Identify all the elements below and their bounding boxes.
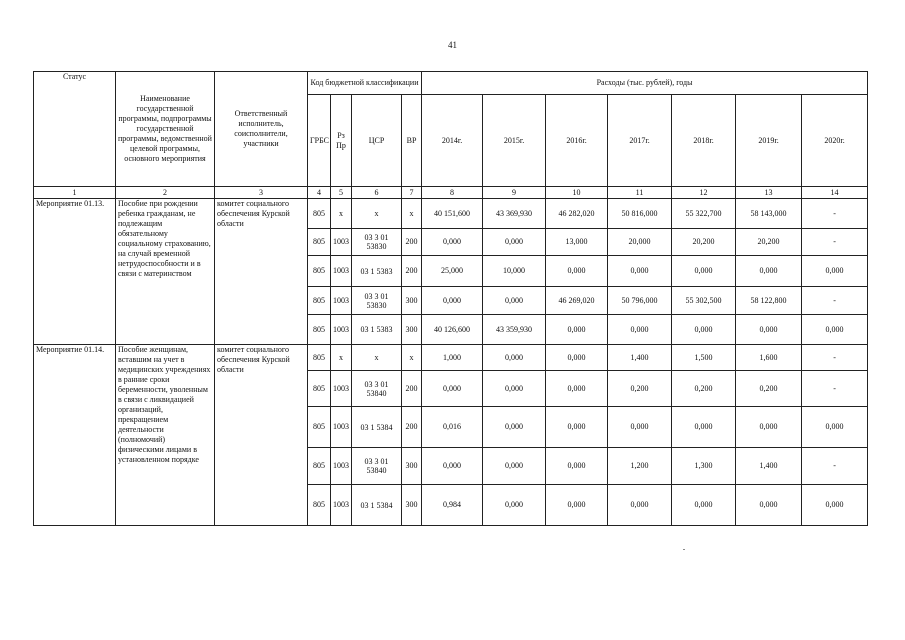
column-number: 4 — [308, 187, 331, 199]
cell-rzpr: x — [331, 345, 352, 371]
cell-csr: 03 3 01 53830 — [352, 287, 402, 315]
cell-value: 43 369,930 — [483, 199, 546, 229]
cell-value: 0,000 — [483, 345, 546, 371]
cell-vr: 300 — [402, 287, 422, 315]
cell-vr: 300 — [402, 448, 422, 485]
cell-csr: 03 3 01 53840 — [352, 371, 402, 407]
column-number: 8 — [422, 187, 483, 199]
cell-value: - — [802, 371, 868, 407]
column-number: 14 — [802, 187, 868, 199]
column-number-row — [34, 187, 868, 199]
cell-vr: 200 — [402, 371, 422, 407]
header-year: 2018г. — [672, 95, 736, 187]
cell-value: 0,000 — [608, 485, 672, 526]
cell-value: 0,000 — [608, 407, 672, 448]
page-number: 41 — [448, 40, 457, 50]
cell-value: 0,000 — [483, 287, 546, 315]
cell-vr: 200 — [402, 256, 422, 287]
cell-value: 0,000 — [546, 256, 608, 287]
cell-value: 13,000 — [546, 229, 608, 256]
header-status: Статус — [34, 72, 116, 187]
cell-value: 0,000 — [802, 407, 868, 448]
cell-value: 0,000 — [546, 371, 608, 407]
column-number: 12 — [672, 187, 736, 199]
cell-value: 25,000 — [422, 256, 483, 287]
cell-csr: 03 1 5384 — [352, 407, 402, 448]
cell-csr: 03 1 5384 — [352, 485, 402, 526]
cell-rzpr: 1003 — [331, 371, 352, 407]
cell-value: 0,200 — [736, 371, 802, 407]
budget-table — [33, 71, 868, 526]
header-year: 2017г. — [608, 95, 672, 187]
cell-value: 10,000 — [483, 256, 546, 287]
column-number: 6 — [352, 187, 402, 199]
header-year: 2015г. — [483, 95, 546, 187]
cell-value: 1,400 — [608, 345, 672, 371]
cell-rzpr: 1003 — [331, 448, 352, 485]
row-name: Пособие женщинам, вставшим на учет в медицинских учреждениях в ранние сроки беременности, уволенным в связи с ликвидацией организаций, прекращением деятельности (полномочий) физическими лицами в установленном порядке — [116, 345, 215, 526]
header-name: Наименование государственной программы, подпрограммы государственной программы, ведомственной целевой программы, основного мероприятия — [116, 72, 215, 187]
cell-value: 0,200 — [672, 371, 736, 407]
cell-value: 0,000 — [546, 345, 608, 371]
cell-grbs: 805 — [308, 448, 331, 485]
table-row — [34, 199, 868, 229]
cell-rzpr: 1003 — [331, 229, 352, 256]
header-csr: ЦСР — [352, 95, 402, 187]
column-number: 10 — [546, 187, 608, 199]
cell-value: 0,000 — [422, 371, 483, 407]
cell-grbs: 805 — [308, 371, 331, 407]
cell-value: 0,200 — [608, 371, 672, 407]
cell-grbs: 805 — [308, 345, 331, 371]
cell-vr: 200 — [402, 229, 422, 256]
cell-value: 0,000 — [546, 407, 608, 448]
column-number: 7 — [402, 187, 422, 199]
cell-value: 55 322,700 — [672, 199, 736, 229]
header-year: 2020г. — [802, 95, 868, 187]
column-number: 2 — [116, 187, 215, 199]
cell-grbs: 805 — [308, 256, 331, 287]
cell-value: 0,000 — [672, 485, 736, 526]
cell-value: 46 282,020 — [546, 199, 608, 229]
cell-value: 20,200 — [672, 229, 736, 256]
cell-value: 46 269,020 — [546, 287, 608, 315]
cell-value: 0,000 — [736, 315, 802, 345]
cell-value: 0,000 — [672, 407, 736, 448]
cell-value: 0,000 — [483, 229, 546, 256]
cell-value: 1,000 — [422, 345, 483, 371]
cell-value: 0,000 — [672, 315, 736, 345]
cell-value: 0,000 — [672, 256, 736, 287]
cell-grbs: 805 — [308, 407, 331, 448]
header-vr: ВР — [402, 95, 422, 187]
cell-value: 0,000 — [608, 315, 672, 345]
cell-value: - — [802, 448, 868, 485]
cell-csr: 03 3 01 53840 — [352, 448, 402, 485]
cell-grbs: 805 — [308, 229, 331, 256]
cell-value: 55 302,500 — [672, 287, 736, 315]
header-year: 2019г. — [736, 95, 802, 187]
cell-value: 0,000 — [736, 485, 802, 526]
cell-value: 0,000 — [483, 448, 546, 485]
cell-rzpr: 1003 — [331, 407, 352, 448]
cell-vr: 300 — [402, 315, 422, 345]
cell-value: 1,600 — [736, 345, 802, 371]
cell-value: 0,000 — [546, 485, 608, 526]
cell-grbs: 805 — [308, 315, 331, 345]
cell-value: - — [802, 229, 868, 256]
cell-csr: 03 3 01 53830 — [352, 229, 402, 256]
row-status: Мероприятие 01.13. — [34, 199, 116, 345]
cell-value: 0,000 — [802, 315, 868, 345]
cell-value: 20,200 — [736, 229, 802, 256]
cell-value: - — [802, 287, 868, 315]
cell-value: 58 122,800 — [736, 287, 802, 315]
cell-value: 40 126,600 — [422, 315, 483, 345]
cell-vr: 200 — [402, 407, 422, 448]
cell-csr: 03 1 5383 — [352, 256, 402, 287]
cell-rzpr: 1003 — [331, 287, 352, 315]
cell-value: 0,000 — [546, 448, 608, 485]
cell-rzpr: 1003 — [331, 315, 352, 345]
cell-value: - — [802, 199, 868, 229]
cell-value: 1,500 — [672, 345, 736, 371]
column-number: 11 — [608, 187, 672, 199]
cell-value: 50 816,000 — [608, 199, 672, 229]
cell-csr: x — [352, 199, 402, 229]
cell-rzpr: 1003 — [331, 256, 352, 287]
cell-rzpr: x — [331, 199, 352, 229]
cell-rzpr: 1003 — [331, 485, 352, 526]
cell-csr: 03 1 5383 — [352, 315, 402, 345]
cell-value: 0,000 — [483, 371, 546, 407]
column-number: 3 — [215, 187, 308, 199]
cell-value: 1,200 — [608, 448, 672, 485]
row-status: Мероприятие 01.14. — [34, 345, 116, 526]
cell-value: 0,000 — [802, 256, 868, 287]
header-budget-code: Код бюджетной классификации — [308, 72, 422, 95]
cell-value: 58 143,000 — [736, 199, 802, 229]
header-expenses: Расходы (тыс. рублей), годы — [422, 72, 868, 95]
cell-grbs: 805 — [308, 199, 331, 229]
cell-vr: 300 — [402, 485, 422, 526]
column-number: 1 — [34, 187, 116, 199]
cell-value: 0,000 — [736, 407, 802, 448]
cell-vr: x — [402, 199, 422, 229]
cell-value: 40 151,600 — [422, 199, 483, 229]
cell-grbs: 805 — [308, 287, 331, 315]
row-responsible: комитет социального обеспечения Курской области — [215, 199, 308, 345]
cell-value: - — [802, 345, 868, 371]
column-number: 5 — [331, 187, 352, 199]
cell-value: 1,300 — [672, 448, 736, 485]
header-grbs: ГРБС — [308, 95, 331, 187]
column-number: 13 — [736, 187, 802, 199]
cell-grbs: 805 — [308, 485, 331, 526]
cell-value: 0,000 — [546, 315, 608, 345]
cell-value: 0,016 — [422, 407, 483, 448]
cell-value: 0,000 — [736, 256, 802, 287]
cell-value: 0,000 — [422, 229, 483, 256]
cell-value: 0,000 — [483, 485, 546, 526]
cell-value: 0,984 — [422, 485, 483, 526]
cell-value: 50 796,000 — [608, 287, 672, 315]
scan-speck — [683, 549, 685, 550]
header-year: 2016г. — [546, 95, 608, 187]
cell-value: 0,000 — [422, 287, 483, 315]
cell-value: 0,000 — [608, 256, 672, 287]
cell-vr: x — [402, 345, 422, 371]
header-responsible: Ответственный исполнитель, соисполнители, участники — [215, 72, 308, 187]
cell-value: 1,400 — [736, 448, 802, 485]
cell-value: 0,000 — [802, 485, 868, 526]
header-year: 2014г. — [422, 95, 483, 187]
column-number: 9 — [483, 187, 546, 199]
cell-value: 43 359,930 — [483, 315, 546, 345]
cell-csr: x — [352, 345, 402, 371]
cell-value: 20,000 — [608, 229, 672, 256]
cell-value: 0,000 — [483, 407, 546, 448]
row-name: Пособие при рождении ребенка гражданам, не подлежащим обязательному социальному страхованию, на случай временной нетрудоспособности и в связи с материнством — [116, 199, 215, 345]
cell-value: 0,000 — [422, 448, 483, 485]
row-responsible: комитет социального обеспечения Курской области — [215, 345, 308, 526]
table-row — [34, 345, 868, 371]
header-rzpr: Рз Пр — [331, 95, 352, 187]
